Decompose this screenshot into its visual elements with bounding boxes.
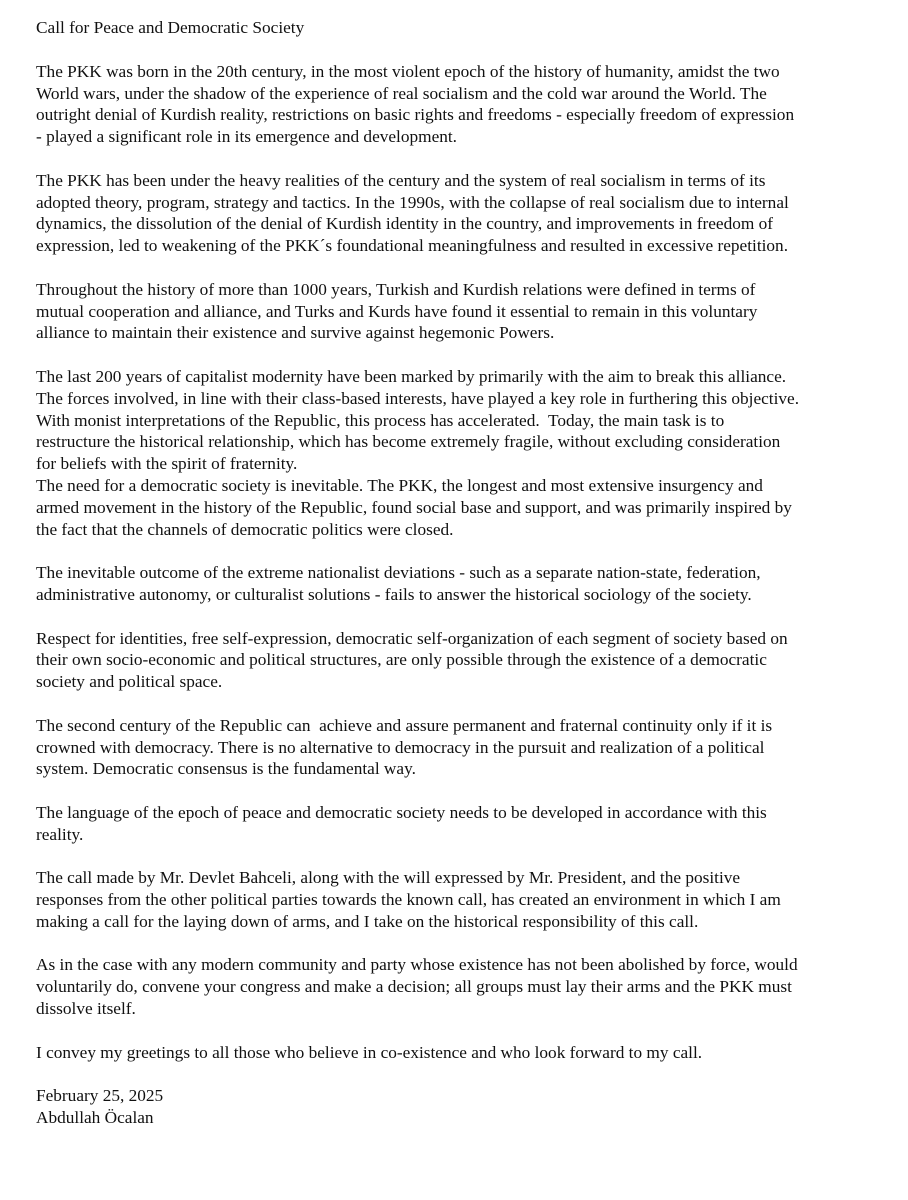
letter-document: [36, 17, 896, 1129]
paragraph-line: armed movement in the history of the Republic, found social base and support, and was primarily inspired by: [36, 497, 792, 517]
paragraph-line: expression, led to weakening of the PKK´s foundational meaningfulness and resulted in excessive repetition.: [36, 236, 789, 256]
paragraph-spacer: [36, 257, 896, 279]
paragraph: [36, 366, 896, 540]
paragraph: [36, 1042, 896, 1064]
document-title: Call for Peace and Democratic Society: [36, 18, 305, 37]
paragraph: [36, 715, 896, 780]
paragraph-line: the fact that the channels of democratic politics were closed.: [36, 519, 454, 539]
paragraph-line: The inevitable outcome of the extreme nationalist deviations - such as a separate nation-state, federation,: [36, 563, 761, 583]
paragraph-line: Respect for identities, free self-expression, democratic self-organization of each segment of society based on: [36, 628, 788, 648]
paragraph-line: - played a significant role in its emergence and development.: [36, 127, 458, 147]
paragraph: [36, 628, 896, 693]
paragraph-line: With monist interpretations of the Republic, this process has accelerated. Today, the main task is to: [36, 410, 725, 430]
paragraph-line: adopted theory, program, strategy and tactics. In the 1990s, with the collapse of real socialism due to internal: [36, 192, 789, 212]
paragraph: [36, 954, 896, 1019]
paragraph-line: The last 200 years of capitalist modernity have been marked by primarily with the aim to break this alliance.: [36, 366, 787, 386]
paragraph: [36, 279, 896, 344]
paragraph-line: dynamics, the dissolution of the denial of Kurdish identity in the country, and improvements in freedom of: [36, 214, 774, 234]
paragraph-line: mutual cooperation and alliance, and Turks and Kurds have found it essential to remain in this voluntary: [36, 301, 758, 321]
paragraph-spacer: [36, 606, 896, 628]
paragraph-line: World wars, under the shadow of the experience of real socialism and the cold war around the World. The: [36, 83, 767, 103]
paragraph: [36, 867, 896, 932]
paragraph-line: reality.: [36, 824, 84, 844]
document-body: [36, 61, 896, 1085]
signature-date: February 25, 2025: [36, 1086, 164, 1106]
paragraph-spacer: [36, 344, 896, 366]
paragraph-line: As in the case with any modern community and party whose existence has not been abolished by force, would: [36, 955, 798, 975]
paragraph-line: The PKK has been under the heavy realities of the century and the system of real socialism in terms of its: [36, 170, 766, 190]
paragraph-line: administrative autonomy, or culturalist solutions - fails to answer the historical sociology of the society.: [36, 584, 752, 604]
paragraph-spacer: [36, 933, 896, 955]
paragraph: [36, 562, 896, 606]
paragraph-line: their own socio-economic and political structures, are only possible through the existence of a democratic: [36, 650, 767, 670]
paragraph-spacer: [36, 693, 896, 715]
paragraph-spacer: [36, 1020, 896, 1042]
paragraph-line: The PKK was born in the 20th century, in the most violent epoch of the history of humanity, amidst the two: [36, 61, 780, 81]
paragraph-line: crowned with democracy. There is no alternative to democracy in the pursuit and realization of a political: [36, 737, 765, 757]
paragraph-spacer: [36, 845, 896, 867]
paragraph-line: alliance to maintain their existence and survive against hegemonic Powers.: [36, 323, 555, 343]
paragraph-line: Throughout the history of more than 1000 years, Turkish and Kurdish relations were defined in terms of: [36, 279, 756, 299]
paragraph-line: The need for a democratic society is inevitable. The PKK, the longest and most extensive insurgency and: [36, 475, 763, 495]
paragraph-line: outright denial of Kurdish reality, restrictions on basic rights and freedoms - especially freedom of expression: [36, 105, 795, 125]
paragraph-spacer: [36, 540, 896, 562]
paragraph-line: The call made by Mr. Devlet Bahceli, along with the will expressed by Mr. President, and the positive: [36, 868, 741, 888]
paragraph: [36, 802, 896, 846]
paragraph-line: The forces involved, in line with their class-based interests, have played a key role in furthering this objective.: [36, 388, 800, 408]
paragraph-line: society and political space.: [36, 672, 223, 692]
paragraph: [36, 61, 896, 148]
paragraph: [36, 170, 896, 257]
paragraph-line: voluntarily do, convene your congress and make a decision; all groups must lay their arms and the PKK must: [36, 977, 792, 997]
paragraph-line: dissolve itself.: [36, 999, 136, 1019]
paragraph-spacer: [36, 1063, 896, 1085]
paragraph-spacer: [36, 780, 896, 802]
paragraph-line: I convey my greetings to all those who believe in co-existence and who look forward to my call.: [36, 1042, 703, 1062]
paragraph-line: system. Democratic consensus is the fundamental way.: [36, 759, 416, 779]
paragraph-line: The second century of the Republic can achieve and assure permanent and fraternal continuity only if it is: [36, 715, 773, 735]
paragraph-line: making a call for the laying down of arms, and I take on the historical responsibility of this call.: [36, 911, 699, 931]
paragraph-spacer: [36, 148, 896, 170]
signature-name: Abdullah Öcalan: [36, 1108, 154, 1128]
paragraph-line: The language of the epoch of peace and democratic society needs to be developed in accordance with this: [36, 802, 767, 822]
signature-block: [36, 1085, 896, 1129]
paragraph-line: restructure the historical relationship, which has become extremely fragile, without excluding consideration: [36, 432, 781, 452]
paragraph-line: for beliefs with the spirit of fraternity.: [36, 454, 298, 474]
paragraph-line: responses from the other political parties towards the known call, has created an environment in which I am: [36, 890, 781, 910]
